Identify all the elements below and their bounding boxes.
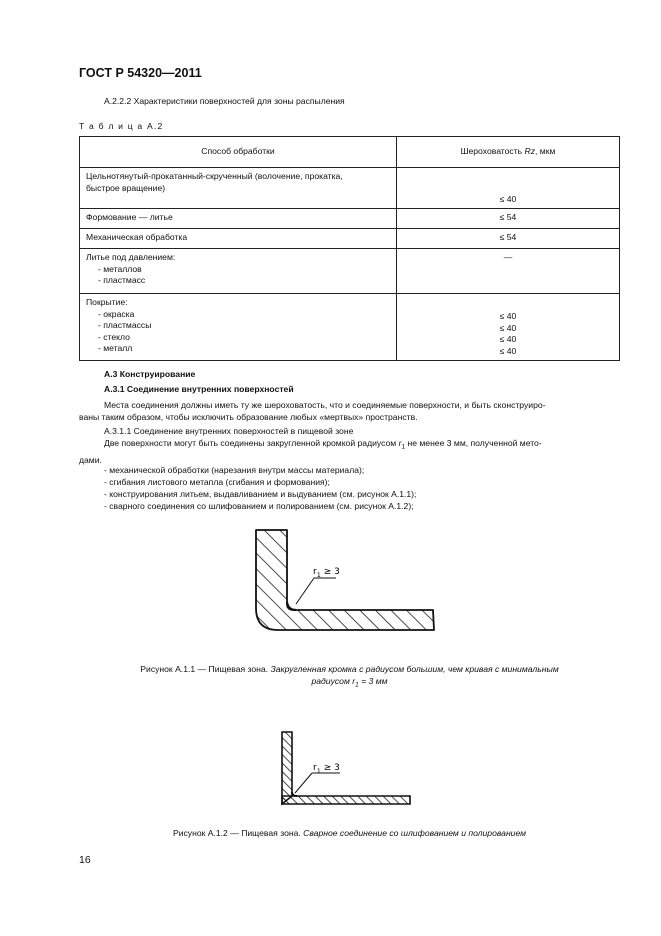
leader-line bbox=[296, 578, 314, 604]
list-item: - сварного соединения со шлифованием и полированием (см. рисунок А.1.2); bbox=[104, 501, 414, 511]
roughness-cell bbox=[397, 229, 620, 249]
method-text: Механическая обработка bbox=[86, 232, 188, 242]
method-cell bbox=[80, 249, 397, 294]
roughness-value: ≤ 40 bbox=[499, 322, 517, 333]
roughness-value: ≤ 40 bbox=[499, 345, 517, 356]
method-text: - стекло bbox=[98, 331, 130, 342]
paragraph-line: Две поверхности могут быть соединены закругленной кромкой радиусом $r_1$ не менее 3 мм, полученной мето- bbox=[104, 438, 542, 451]
method-text: - металлов bbox=[98, 263, 142, 274]
table-header-row bbox=[80, 137, 620, 168]
radius-label: $r_1 \ge 3$ bbox=[313, 763, 340, 775]
vertical-plate-shape bbox=[282, 732, 292, 804]
section-a311-title: А.3.1.1 Соединение внутренних поверхностей в пищевой зоне bbox=[104, 426, 354, 436]
list-item: - конструирования литьем, выдавливанием и выдуванием (см. рисунок А.1.1); bbox=[104, 489, 417, 499]
method-cell bbox=[80, 294, 397, 361]
paragraph bbox=[79, 437, 620, 466]
surface-table bbox=[79, 136, 620, 361]
roughness-value: — bbox=[503, 252, 513, 262]
column-header-method: Способ обработки bbox=[80, 137, 397, 168]
roughness-value: ≤ 54 bbox=[499, 232, 517, 242]
table-row bbox=[80, 229, 620, 249]
caption-line: радиусом $r_1 = 3$ мм bbox=[311, 676, 388, 689]
roughness-value: ≤ 40 bbox=[499, 193, 517, 204]
roughness-cell bbox=[397, 209, 620, 229]
method-text: Формование — литье bbox=[86, 212, 173, 222]
paragraph bbox=[79, 399, 620, 423]
method-text: Цельнотянутый-прокатанный-скрученный (волочение, прокатка, bbox=[86, 171, 343, 181]
paragraph-line: ваны таким образом, чтобы исключить образование любых «мертвых» пространств. bbox=[79, 412, 418, 422]
method-text: быстрое вращение) bbox=[86, 182, 166, 193]
horizontal-plate-shape bbox=[282, 796, 410, 804]
roughness-cell bbox=[397, 294, 620, 361]
section-title: А.2.2.2 Характеристики поверхностей для зоны распыления bbox=[104, 96, 345, 106]
table-caption: Т а б л и ц а А.2 bbox=[79, 121, 164, 131]
radius-label: $r_1 \ge 3$ bbox=[313, 567, 340, 579]
figure-a12-drawing bbox=[270, 726, 420, 811]
document-header: ГОСТ Р 54320—2011 bbox=[79, 66, 202, 80]
table-row bbox=[80, 168, 620, 209]
table-row bbox=[80, 209, 620, 229]
list-item: - сгибания листового метапла (сгибания и формования); bbox=[104, 477, 330, 487]
weld-mark bbox=[292, 792, 297, 796]
method-cell bbox=[80, 229, 397, 249]
method-text: - окраска bbox=[98, 308, 135, 319]
roughness-value: ≤ 54 bbox=[499, 212, 517, 222]
table-row bbox=[80, 249, 620, 294]
roughness-value: ≤ 40 bbox=[499, 311, 517, 321]
paragraph-line: Места соединения должны иметь ту же шероховатость, что и соединяемые поверхности, и быть сконструиро- bbox=[104, 400, 546, 410]
figure-a11-drawing bbox=[240, 522, 450, 642]
method-cell bbox=[80, 209, 397, 229]
table-row bbox=[80, 294, 620, 361]
method-text: Покрытие: bbox=[86, 297, 128, 307]
column-header-roughness: Шероховатость Rz, мкм bbox=[397, 137, 620, 168]
list-item: - механической обработки (нарезания внутри массы материала); bbox=[104, 465, 365, 475]
figure-a11-caption bbox=[79, 663, 620, 692]
leader-line bbox=[295, 773, 312, 793]
page-number: 16 bbox=[79, 854, 91, 866]
methods-list bbox=[104, 464, 416, 512]
l-profile-shape bbox=[256, 530, 434, 630]
figure-a12-caption: Рисунок А.1.2 — Пищевая зона. Сварное соединение со шлифованием и полированием bbox=[172, 828, 527, 838]
method-text: Литье под давлением: bbox=[86, 252, 176, 262]
roughness-cell bbox=[397, 168, 620, 209]
method-cell bbox=[80, 168, 397, 209]
paragraph-line: дами. bbox=[79, 454, 102, 465]
roughness-value: ≤ 40 bbox=[499, 334, 517, 344]
section-a31-title: А.3.1 Соединение внутренних поверхностей bbox=[104, 384, 294, 394]
roughness-cell bbox=[397, 249, 620, 294]
method-text: - пластмасс bbox=[98, 275, 146, 285]
section-a3-title: А.3 Конструирование bbox=[104, 369, 196, 379]
caption-line: Рисунок А.1.1 — Пищевая зона. Закругленная кромка с радиусом большим, чем кривая с минимальным bbox=[140, 664, 559, 674]
method-text: - пластмассы bbox=[98, 320, 152, 330]
method-text: - металл bbox=[98, 343, 133, 353]
